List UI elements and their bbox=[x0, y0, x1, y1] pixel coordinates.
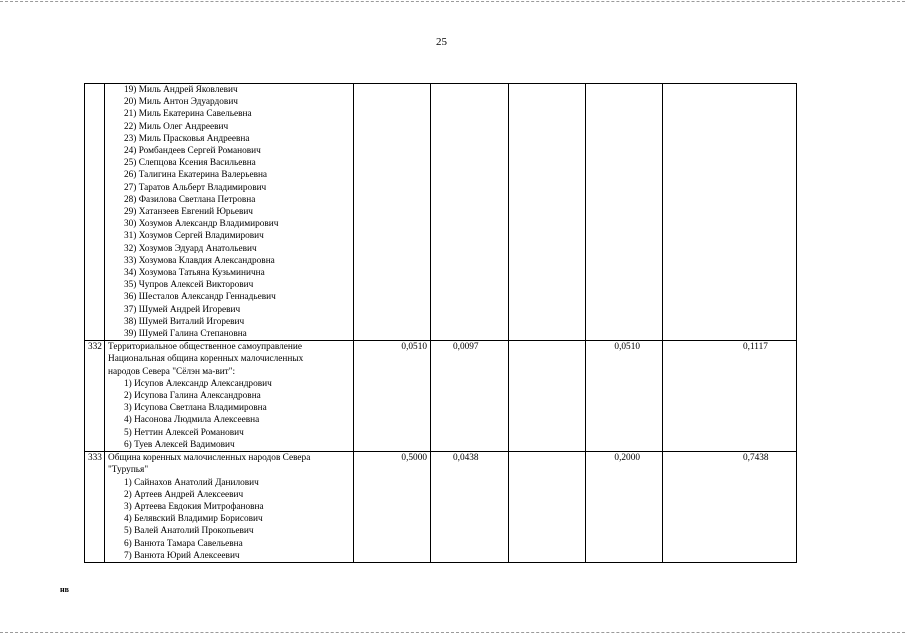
member-name: 4) Насонова Людмила Алексеевна bbox=[124, 415, 260, 426]
scan-edge-bottom bbox=[0, 632, 905, 633]
quota-table bbox=[84, 83, 797, 563]
organization-name-line: Община коренных малочисленных народов Севера bbox=[108, 453, 311, 464]
member-name: 3) Артеева Евдокия Митрофановна bbox=[124, 501, 264, 512]
table-row-continuation bbox=[85, 84, 797, 341]
member-name: 5) Неттин Алексей Романович bbox=[124, 427, 244, 438]
member-name: 33) Хозумова Клавдия Александровна bbox=[124, 255, 275, 266]
member-name: 37) Шумей Андрей Игоревич bbox=[124, 304, 241, 315]
member-name: 5) Валей Анатолий Прокопьевич bbox=[124, 526, 254, 537]
page-number: 25 bbox=[436, 36, 447, 48]
member-name: 27) Таратов Альберт Владимирович bbox=[124, 182, 267, 193]
organization-name-line: Территориальное общественное самоуправление bbox=[108, 342, 302, 353]
member-name: 6) Туев Алексей Вадимович bbox=[124, 439, 235, 450]
quota-total: 0,1117 bbox=[663, 341, 797, 452]
member-name: 20) Миль Антон Эдуардович bbox=[124, 97, 238, 108]
scan-edge-top bbox=[0, 1, 905, 2]
quota-value-2: 0,0438 bbox=[431, 452, 509, 563]
quota-cell bbox=[586, 84, 663, 341]
quota-value-3 bbox=[509, 452, 586, 563]
quota-cell bbox=[509, 84, 586, 341]
table-row-333 bbox=[85, 452, 797, 563]
member-name: 25) Слепцова Ксения Васильевна bbox=[124, 158, 256, 169]
organization-name-line: народов Севера "Сёлэн ма-вит": bbox=[108, 366, 236, 377]
member-name: 7) Ванюта Юрий Алексеевич bbox=[124, 550, 240, 561]
row-number-cell: 333 bbox=[85, 452, 105, 563]
organization-cell bbox=[105, 452, 354, 563]
member-name: 24) Ромбандеев Сергей Романович bbox=[124, 146, 261, 157]
member-name: 4) Белявский Владимир Борисович bbox=[124, 514, 263, 525]
quota-cell bbox=[354, 84, 431, 341]
footer-initials: нв bbox=[60, 585, 69, 594]
member-name: 38) Шумей Виталий Игоревич bbox=[124, 316, 245, 327]
quota-value-1: 0,0510 bbox=[354, 341, 431, 452]
quota-value-4: 0,0510 bbox=[586, 341, 663, 452]
quota-cell bbox=[663, 84, 797, 341]
member-name: 2) Исупова Галина Александровна bbox=[124, 391, 261, 402]
table-row-332 bbox=[85, 341, 797, 452]
member-name: 35) Чупров Алексей Викторович bbox=[124, 280, 254, 291]
member-name: 22) Миль Олег Андреевич bbox=[124, 121, 229, 132]
organization-name-line: Национальная община коренных малочисленных bbox=[108, 354, 304, 365]
quota-value-1: 0,5000 bbox=[354, 452, 431, 563]
member-name: 31) Хозумов Сергей Владимирович bbox=[124, 231, 264, 242]
organization-cell bbox=[105, 341, 354, 452]
member-name: 39) Шумей Галина Степановна bbox=[124, 329, 247, 340]
row-number-cell: 332 bbox=[85, 341, 105, 452]
quota-value-2: 0,0097 bbox=[431, 341, 509, 452]
member-name: 3) Исупова Светлана Владимировна bbox=[124, 403, 267, 414]
member-name: 29) Хатанзеев Евгений Юрьевич bbox=[124, 207, 253, 218]
member-name: 34) Хозумова Татьяна Кузьминична bbox=[124, 268, 265, 279]
members-cell bbox=[105, 84, 354, 341]
member-name: 23) Миль Прасковья Андреевна bbox=[124, 133, 250, 144]
quota-value-3 bbox=[509, 341, 586, 452]
member-name: 28) Фазилова Светлана Петровна bbox=[124, 194, 256, 205]
member-name: 6) Ванюта Тамара Савельевна bbox=[124, 538, 243, 549]
member-name: 32) Хозумов Эдуард Анатольевич bbox=[124, 243, 257, 254]
row-number-cell bbox=[85, 84, 105, 341]
quota-cell bbox=[431, 84, 509, 341]
member-name: 2) Артеев Андрей Алексеевич bbox=[124, 489, 244, 500]
member-name: 26) Талигина Екатерина Валерьевна bbox=[124, 170, 268, 181]
member-name: 1) Исупов Александр Александрович bbox=[124, 378, 272, 389]
quota-total: 0,7438 bbox=[663, 452, 797, 563]
member-name: 30) Хозумов Александр Владимирович bbox=[124, 219, 279, 230]
member-name: 36) Шесталов Александр Геннадьевич bbox=[124, 292, 276, 303]
member-name: 21) Миль Екатерина Савельевна bbox=[124, 109, 252, 120]
member-name: 19) Миль Андрей Яковлевич bbox=[124, 85, 238, 95]
quota-value-4: 0,2000 bbox=[586, 452, 663, 563]
organization-name-line: "Турупья" bbox=[108, 465, 149, 476]
member-name: 1) Сайнахов Анатолий Данилович bbox=[124, 477, 259, 488]
